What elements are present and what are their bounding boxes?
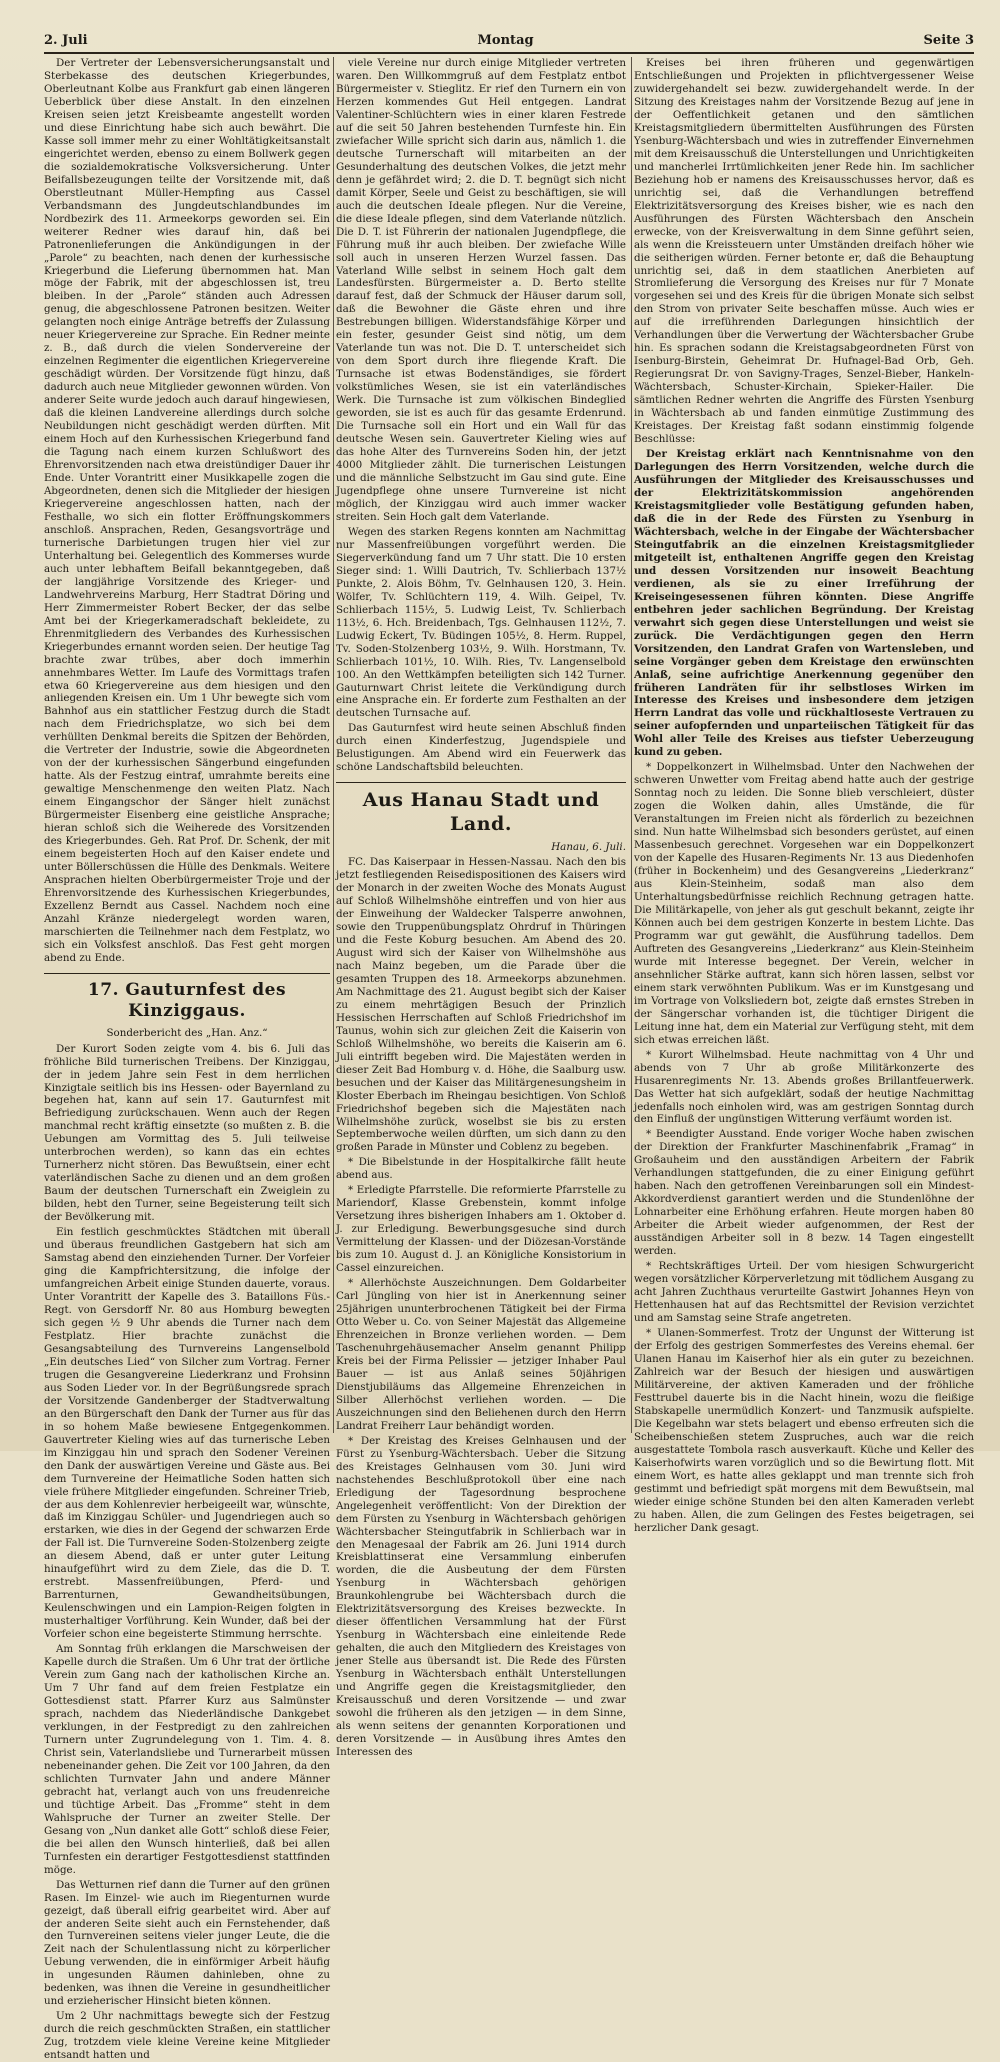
news-item: * Beendigter Ausstand. Ende voriger Woche haben zwischen der Direktion der Frankfurter Maschinenfabrik „Framag“ in Großauheim und den ausständigen Arbeitern der Fabrik Verhandlungen stattgefunden, die zu einer Einigung geführt haben. Nach den getroffenen Vereinbarungen soll ein Mindest-Akkordverdienst garantiert werden und die Stundenlöhne der Lohnarbeiter eine Erhöhung erfahren. Heute morgen haben 80 Arbeiter die Arbeit wieder aufgenommen, der Rest der ausständigen Arbeiter soll in 8 bezw. 14 Tagen eingestellt werden. — [634, 1128, 974, 1258]
resolution-text: Der Kreistag erklärt nach Kenntnisnahme von den Darlegungen des Herrn Vorsitzenden, welche durch die Ausführungen der Mitglieder des Kreisausschusses und der Elektrizitätskommission angehörenden Kreistagsmitglieder volle Bestätigung gefunden haben, daß die in der Rede des Fürsten zu Ysenburg in Wächtersbach, welche in der Eingabe der Wächtersbacher Steingutfabrik an die einzelnen Kreistagsmitglieder mitgeteilt ist, enthaltenen Angriffe gegen den Kreistag und dessen Vorsitzenden nur insoweit Beachtung verdienen, als sie zu einer Irreführung der Kreiseingesessenen führen könnten. Diese Angriffe entbehren jeder sachlichen Begründung. Der Kreistag verwahrt sich gegen diese Unterstellungen und weist sie zurück. Die Verdächtigungen gegen den Herrn Vorsitzenden, den Landrat Grafen von Wartensleben, und seine Vorgänger geben dem Kreistage den erwünschten Anlaß, seine aufrichtige Anerkennung gegenüber den früheren Landräten für ihr selbstloses Wirken im Interesse des Kreises und insbesondere dem jetzigen Herrn Landrat das volle und rückhaltloseste Vertrauen zu seiner aufopfernden und unparteiischen Tätigkeit für das Wohl aller Teile des Kreises aus tiefster Ueberzeugung kund zu geben. — [634, 448, 974, 759]
article-paragraph: Das Wetturnen rief dann die Turner auf den grünen Rasen. Im Einzel- wie auch im Riegenturnen wurde gezeigt, daß überall eifrig gearbeitet wird. Aber auf der anderen Seite sieht auch ein Fernstehender, daß den Turnvereinen seitens vieler junger Leute, die die Zeit nach der Schulentlassung nicht zu körperlicher Uebung verwenden, die in einförmiger Arbeit häufig in ungesunden Räumen dahinleben, ohne zu bedenken, was ihnen die Vereine in gesundheitlicher und erzieherischer Hinsicht bieten können. — [44, 1878, 330, 2008]
header-page-number: Seite 3 — [923, 32, 974, 48]
dateline: Hanau, 6. Juli. — [551, 841, 626, 854]
article-paragraph: Der Kurort Soden zeigte vom 4. bis 6. Juli das fröhliche Bild turnerischen Treibens. Der Kinziggau, der in jedem Jahre sein Fest in dem herrlichen Kinzigtale seitlich bis ins Hessen- oder Bayernland zu begehen hat, kann auf sein 17. Gauturnfest mit Befriedigung zurückschauen. Wenn auch der Regen manchmal recht kräftig einsetzte (so mußten z. B. die Uebungen am Vormittag des 5. Juli teilweise unterbrochen werden), so kann das ein echtes Turnerherz nicht stören. Das Bewußtsein, einer echt vaterländischen Sache zu dienen und an dem großen Baum der deutschen Turnerschaft ein Zweiglein zu bilden, hebt den Turner, seine Begeisterung teilt sich der Bevölkerung mit. — [44, 1042, 330, 1224]
article-paragraph: Der Vertreter der Lebensversicherungsanstalt und Sterbekasse des deutschen Kriegerbundes, Oberleutnant Kolbe aus Frankfurt gab einen längeren Ueberblick über diese Anstalt. In den einzelnen Kreisen seien jetzt Kreisbeamte angestellt worden und diese Einrichtung habe sich auch bewährt. Die Kasse soll immer mehr zu einer Wohltätigkeitsanstalt eingerichtet werden, ebenso zu einem Bollwerk gegen die sozialdemokratische Volksversicherung. Unter Beifallsbezeugungen teilte der Vorsitzende mit, daß Oberstleutnant Müller-Hempfing aus Cassel Verbandsmann des Jungdeutschlandbundes im Nordbezirk des 11. Armeekorps geworden sei. Ein weiterer Redner wies darauf hin, daß bei Patronenlieferungen die Ankündigungen in der „Parole“ zu beachten, nach denen der kurhessische Kriegerbund die Lieferung übernommen hat. Man möge der Fabrik, mit der abgeschlossen ist, treu bleiben. In der „Parole“ ständen auch Adressen genug, die abgeschlossene Patronen besitzen. Weiter gelangten noch einige Anträge betreffs der Zulassung neuer Kriegervereine zur Sprache. Ein Redner meinte z. B., daß durch die vielen Sondervereine der einzelnen Regimenter die eigentlichen Kriegervereine geschädigt würden. Der Vorsitzende fügt hinzu, daß dadurch auch neue Mitglieder gewonnen würden. Von anderer Seite wurde jedoch auch darauf hingewiesen, daß die kleinen Landvereine allerdings durch solche Neubildungen nicht geschädigt werden dürften. Mit einem Hoch auf den Kurhessischen Kriegerbund fand die Tagung nach einem kurzen Schlußwort des Ehrenvorsitzenden nach etwa dreistündiger Dauer ihr Ende. Unter Vorantritt einer Musikkapelle zogen die Abgeordneten, denen sich die Mitglieder der hiesigen Kriegervereine angeschlossen hatten, nach der Festhalle, wo sich ein flotter Eröffnungskommers anschloß. Ansprachen, Reden, Gesangsvorträge und turnerische Darbietungen trugen hier viel zur Unterhaltung bei. Gelegentlich des Kommerses wurde auch unter lebhaftem Beifall bekanntgegeben, daß der langjährige Vorsitzende des Krieger- und Landwehrvereins Marburg, Herr Stadtrat Döring und Herr Zimmermeister Robert Becker, der das selbe Amt bei der Kriegerkameradschaft bekleidete, zu Ehrenmitgliedern des Verbandes des Kurhessischen Kriegerbundes ernannt worden seien. Der heutige Tag brachte zwar trübes, aber doch immerhin annehmbares Wetter. Im Laufe des Vormittags trafen etwa 60 Kriegervereine aus dem hiesigen und den anliegenden Kreisen ein. Um 1 Uhr bewegte sich vom Bahnhof aus ein stattlicher Festzug durch die Stadt nach dem Friedrichsplatze, wo sich bei dem verhüllten Denkmal bereits die Spitzen der Behörden, die Vertreter der Industrie, sowie die Abgeordneten von der der kurhessischen Sängerbund eingefunden hatte. Als der Festzug eintraf, umrahmte bereits eine gewaltige Menschenmenge den weiten Platz. Nach einem Eingangschor der Sänger hielt zunächst Bürgermeister Eisenberg eine geistliche Ansprache; hieran schloß sich die Weiherede des Vorsitzenden des Kriegerbundes. Geh. Rat Prof. Dr. Schenk, der mit einem begeisterten Hoch auf den Kaiser endete und unter Böllerschüssen die Hülle des Denkmals. Weitere Ansprachen hielten Oberbürgermeister Troje und der Ehrenvorsitzende des Kurhessischen Kriegerbundes, Exzellenz Berndt aus Cassel. Nachdem noch eine Anzahl Kränze niedergelegt worden waren, marschierten die Teilnehmer nach dem Festplatz, wo sich ein Volksfest anschloß. Das Fest geht morgen abend zu Ende. — [44, 57, 330, 964]
article-paragraph: Am Sonntag früh erklangen die Marschweisen der Kapelle durch die Straßen. Um 6 Uhr trat der örtliche Verein zum Gang nach der katholischen Kirche an. Um 7 Uhr fand auf dem freien Festplatze ein Gottesdienst statt. Pfarrer Kurz aus Salmünster sprach, nachdem das Niederländische Dankgebet verklungen, in der Festpredigt zu den zahlreichen Turnern unter Zugrundelegung von 1. Tim. 4. 8. Christ sein, Vaterlandsliebe und Turnerarbeit müssen nebeneinander gehen. Die Zeit vor 100 Jahren, da den schlichten Turnvater Jahn und andere Männer gebracht hat, verlangt auch von uns freudenreiche und tüchtige Arbeit. Das „Fromme“ steht in dem Wahlspruche der Turner an zweiter Stelle. Der Gesang von „Nun danket alle Gott“ schloß diese Feier, die bei allen den Wunsch hinterließ, daß bei allen Turnfesten ein derartiger Festgottesdienst stattfinden möge. — [44, 1643, 330, 1876]
header-weekday: Montag — [477, 32, 534, 48]
article-paragraph: Ein festlich geschmücktes Städtchen mit überall und überaus freundlichen Gastgebern hat sich am Samstag abend den einziehenden Turner. Der Vorfeier ging die Kampfrichtersitzung, die infolge der umfangreichen Arbeit einige Stunden dauerte, voraus. Unter Vorantritt der Kapelle des 3. Bataillons Füs.-Regt. von Gersdorff Nr. 80 aus Homburg bewegten sich gegen ½ 9 Uhr abends die Turner nach dem Festplatz. Hier brachte zunächst die Gesangsabteilung des Turnvereins Langenselbold „Ein deutsches Lied“ von Silcher zum Vortrag. Ferner trugen die Gesangvereine Liederkranz und Frohsinn aus Soden Lieder vor. In der Begrüßungsrede sprach der Vorsitzende Gandenberger der Stadtverwaltung an den Bürgerschaft den Dank der Turner aus für das in so hohem Maße bewiesene Entgegenkommen. Gauvertreter Kieling wies auf das turnerische Leben im Kinziggau hin und sprach den Sodener Vereinen den Dank der auswärtigen Vereine und Gäste aus. Bei dem Turnvereine der Heimatliche Soden hatten sich viele frühere Mitglieder eingefunden. Schreiner Trieb, der aus dem Kohlenrevier herbeigeeilt war, wünschte, daß im Kinziggau Schüler- und Jugendriegen auch so erstarken, wie dies in der Gegend der schwarzen Erde der Fall ist. Die Turnvereine Soden-Stolzenberg zeigte an diesem Abend, daß er unter guter Leitung hinaufgeführt wird zu dem Ziele, das die D. T. erstrebt. Massenfreiübungen, Pferd- und Barrenturnen, Gewandheitsübungen, Keulenschwingen und ein Lampion-Reigen folgten in musterhaltiger Vorführung. Kein Wunder, daß bei der Vorfeier schon eine begeisterte Stimmung herrschte. — [44, 1226, 330, 1641]
column-divider — [631, 57, 632, 1433]
news-item: * Der Kreistag des Kreises Gelnhausen und der Fürst zu Ysenburg-Wächtersbach. Ueber die Sitzung des Kreistages Gelnhausen vom 30. Juni wird nachstehendes Beschlußprotokoll über eine nach Erledigung der Tagesordnung besprochene Angelegenheit veröffentlicht: Von der Direktion der dem Fürsten zu Ysenburg in Wächtersbach gehörigen Wächtersbacher Steingutfabrik in Schlierbach war in den Menagesaal der Fabrik am 26. Juni 1914 durch Kreisblattinserat eine Versammlung einberufen worden, die die Ausbeutung der dem Fürsten Ysenburg in Wächtersbach gehörigen Braunkohlengrube bei Wächtersbach durch die Elektrizitätsversorgung des Kreises bezweckte. In dieser öffentlichen Versammlung hat der Fürst Ysenburg in Wächtersbach eine einleitende Rede gehalten, die auch den Mitgliedern des Kreistages von jener Stelle aus übersandt ist. Die Rede des Fürsten Ysenburg in Wächtersbach enthält Unterstellungen und Angriffe gegen die Kreistagsmitglieder, den Kreisausschuß und deren Vorsitzende — und zwar sowohl die früheren als den jetzigen — in dem Sinne, als wenn seitens der genannten Korporationen und deren Vorsitzende — in Ausübung ihres Amtes den Interessen des — [336, 1434, 626, 1758]
news-item: * Ulanen-Sommerfest. Trotz der Ungunst der Witterung ist der Erfolg des gestrigen Sommerfestes des Vereins ehemal. 6er Ulanen Hanau im Kaiserhof hier als ein guter zu bezeichnen. Zahlreich war der Besuch der hiesigen und auswärtigen Militärvereine, der aktiven Kameraden und der fröhliche Festtrubel dauerte bis in die Nacht hinein, wozu die fleißige Stabskapelle unermüdlich Konzert- und Tanzmusik aufspielte. Die Kegelbahn war stets belagert und ebenso erfreuten sich die Scheibenschießen stetem Zuspruches, auch war die reich ausgestattete Tombola rasch ausverkauft. Küche und Keller des Kaiserhofwirts waren vorzüglich und so die Bewirtung flott. Mit einem Wort, es hatte alles geklappt und man trennte sich froh gestimmt und befriedigt spät morgens mit dem Bewußtsein, mal wieder einige schöne Stunden bei den alten Kameraden verlebt zu haben. Allen, die zum Gelingen des Festes beigetragen, sei herzlicher Dank gesagt. — [634, 1326, 974, 1534]
news-item: * Doppelkonzert in Wilhelmsbad. Unter den Nachwehen der schweren Unwetter vom Freitag abend hatte auch der gestrige Sonntag noch zu leiden. Die Sonne blieb verschleiert, düster zogen die Wolken dahin, alles Umstände, die für Veranstaltungen im Freien nicht als förderlich zu bezeichnen sind. Nun hatte Wilhelmsbad sich besonders gerüstet, auf einen Massenbesuch gerechnet. Vorgesehen war ein Doppelkonzert von der Kapelle des Husaren-Regiments Nr. 13 aus Diedenhofen (früher in Bockenheim) und des Gesangvereins „Liederkranz“ aus Klein-Steinheim, sodaß man also dem Unterhaltungsbedürfnisse reichlich Rechnung getragen hatte. Die Militärkapelle, von jeher als gut geschult bekannt, zeigte ihr Können auch bei dem gestrigen Konzerte in bestem Lichte. Das Programm war gut gewählt, die Ausführung tadellos. Dem Auftreten des Gesangvereins „Liederkranz“ aus Klein-Steinheim wurde mit Interesse begegnet. Der Verein, welcher in ansehnlicher Stärke auftrat, kann sich hören lassen, selbst vor einem stark verwöhnten Publikum. Was er im Kunstgesang und im Vortrage von Volksliedern bot, zeigte daß ernstes Streben in der Sängerschar vorhanden ist, die tüchtiger Dirigent die Leitung inne hat, dem ein Material zur Verfügung steht, mit dem sich etwas erreichen läßt. — [634, 761, 974, 1046]
header-date: 2. Juli — [44, 32, 88, 48]
section-rule — [44, 973, 330, 974]
article-paragraph: Das Gauturnfest wird heute seinen Abschluß finden durch einen Kinderfestzug, Jugendspiele und Belustigungen. Am Abend wird ein Feuerwerk das schöne Landschaftsbild beleuchten. — [336, 722, 626, 774]
column-divider — [333, 57, 334, 1433]
news-item: Kreises bei ihren früheren und gegenwärtigen Entschließungen und Projekten in pflichtvergessener Weise zuwidergehandelt sei bezw. zuwidergehandelt werde. In der Sitzung des Kreistages nahm der Vorsitzende Bezug auf jene in der Oeffentlichkeit getanen und den sämtlichen Kreistagsmitgliedern übermittelten Ausführungen des Fürsten Ysenburg-Wächtersbach und wies in zutreffender Einvernehmen mit dem Kreisausschuß die Unterstellungen und Unrichtigkeiten und mancherlei Irrtümlichkeiten jener Rede hin. Im sachlicher Beziehung hob er namens des Kreisausschusses hervor, daß es unrichtig sei, daß die Verhandlungen betreffend Elektrizitätsversorgung des Kreises bisher, wie es nach den Ausführungen des Fürsten Wächtersbach den Anschein erwecke, von der Kreisverwaltung in dem Sinne geführt seien, als wenn die Kreissteuern unter Umständen dreifach höher wie die seitherigen würden. Ferner betonte er, daß die Behauptung unrichtig sei, daß in dem staatlichen Anerbieten auf Stromlieferung die Versorgung des Kreises nur für 7 Monate vorgesehen sei und des Kreis für die übrigen Monate sich selbst den Strom von privater Seite beschaffen müsse. Auch wies er auf die irreführenden Darlegungen hinsichtlich der Verhandlungen über die Verwertung der Wächtersbacher Grube hin. Es sprachen sodann die Kreistagsabgeordneten Fürst von Isenburg-Birstein, Geheimrat Dr. Hufnagel-Bad Orb, Geh. Regierungsrat Dr. von Savigny-Trages, Senzel-Bieber, Hankeln-Wächtersbach, Schuster-Kirchain, Spieker-Hailer. Die sämtlichen Redner wehrten die Angriffe des Fürsten Ysenburg in Wächtersbach ab und fanden einmütige Zustimmung des Kreistages. Der Kreistag faßt sodann einstimmig folgende Beschlüsse: — [634, 57, 974, 446]
article-paragraph: Wegen des starken Regens konnten am Nachmittag nur Massenfreiübungen vorgeführt werden. Die Siegerverkündung fand um 7 Uhr statt. Die 10 ersten Sieger sind: 1. Willi Dautrich, Tv. Schlierbach 137½ Punkte, 2. Alois Böhm, Tv. Gelnhausen 120, 3. Hein. Wölfer, Tv. Schlüchtern 119, 4. Wilh. Geipel, Tv. Schlierbach 115½, 5. Ludwig Leist, Tv. Schlierbach 113½, 6. Hch. Breidenbach, Tgs. Gelnhausen 112½, 7. Ludwig Eckert, Tv. Büdingen 105½, 8. Herm. Ruppel, Tv. Soden-Stolzenberg 103½, 9. Wilh. Horstmann, Tv. Schlierbach 101½, 10. Wilh. Ries, Tv. Langenselbold 100. An den Wettkämpfen beteiligten sich 142 Turner. Gauturnwart Christ leitete die Verkündigung durch eine Ansprache ein. Er forderte zum Festhalten an der deutschen Turnsache auf. — [336, 525, 626, 720]
section-title-hanau: Aus Hanau Stadt und Land. — [362, 789, 600, 836]
news-item: * Kurort Wilhelmsbad. Heute nachmittag von 4 Uhr und abends von 7 Uhr ab große Militärkonzerte des Husarenregiments Nr. 13. Abends großes Brillantfeuerwerk. Das Wetter hat sich aufgeklärt, sodaß der heutige Nachmittag jedenfalls noch einholen wird, was am gestrigen Sonntag durch den Einfluß der ungünstigen Witterung verfäumt worden ist. — [634, 1048, 974, 1126]
news-item: * Die Bibelstunde in der Hospitalkirche fällt heute abend aus. — [336, 1156, 626, 1182]
news-item: FC. Das Kaiserpaar in Hessen-Nassau. Nach den bis jetzt festliegenden Reisedispositionen des Kaisers wird der Monarch in der zweiten Woche des Monats August auf Schloß Wilhelmshöhe eintreffen und von hier aus der Einweihung der Waldecker Talsperre anwohnen, sowie den Truppenübungsplatz Ohrdruf in Thüringen und die Feste Koburg besuchen. Am Abend des 20. August wird sich der Kaiser von Wilhelmshöhe aus nach Mainz begeben, um die Parade über die gesamten Truppen des 18. Armeekorps abzunehmen. Am Nachmittage des 21. August begibt sich der Kaiser zu einem mehrtägigen Besuch der Prinzlich Hessischen Herrschaften auf Schloß Friedrichshof im Taunus, wohin sich zur gleichen Zeit die Kaiserin von Schloß Wilhelmshöhe, wo bereits die Kaiserin am 6. Juli eintrifft begeben wird. Die Majestäten werden in dieser Zeit Bad Homburg v. d. Höhe, die Saalburg usw. besuchen und der Kaiser das Militärgenesungsheim in Kloster Eberbach im Rheingau besichtigen. Von Schloß Friedrichshof begeben sich die Majestäten nach Wilhelmshöhe zurück, woselbst sie bis zu ersten Septemberwoche weilen dürften, um sich dann zu den großen Parade in Münster und Coblenz zu begeben. — [336, 856, 626, 1154]
news-item: * Erledigte Pfarrstelle. Die reformierte Pfarrstelle zu Mariendorf, Klasse Grebenstein, kommt infolge Versetzung ihres bisherigen Inhabers am 1. Oktober d. J. zur Erledigung. Bewerbungsgesuche sind durch Vermittelung der Klassen- und der Diözesan-Vorstände bis zum 10. August d. J. an Königliche Konsistorium in Cassel einzureichen. — [336, 1184, 626, 1275]
article-subtitle: Sonderbericht des „Han. Anz.“ — [106, 1026, 268, 1039]
article-paragraph: Um 2 Uhr nachmittags bewegte sich der Festzug durch die reich geschmückten Straßen, ein stattlicher Zug, trotzdem viele kleine Vereine keine Mitglieder entsandt hatten und — [44, 2010, 330, 2062]
page-header — [44, 30, 974, 50]
news-item: * Rechtskräftiges Urteil. Der vom hiesigen Schwurgericht wegen vorsätzlicher Körperverletzung mit tödlichem Ausgang zu acht Jahren Zuchthaus verurteilte Gastwirt Johannes Heyn von Hettenhausen hat auf das Rechtsmittel der Revision verzichtet und am Samstag seine Strafe angetreten. — [634, 1260, 974, 1324]
column-2 — [336, 57, 626, 1758]
article-title-gauturnfest: 17. Gauturnfest des Kinziggaus. — [87, 979, 287, 1022]
news-item: * Allerhöchste Auszeichnungen. Dem Goldarbeiter Carl Jüngling von hier ist in Anerkennung seiner 25jährigen ununterbrochenen Tätigkeit bei der Firma Otto Weber u. Co. von Seiner Majestät das Allgemeine Ehrenzeichen in Bronze verliehen worden. — Dem Taschenuhrgehäusemacher Anselm genannt Philipp Kreis bei der Firma Pelissier — jetziger Inhaber Paul Bauer — ist aus Anlaß seines 50jährigen Dienstjubiläums das Allgemeine Ehrenzeichen in Silber Allerhöchst verliehen worden. — Die Auszeichnungen sind den Beliehenen durch den Herrn Landrat Freiherr Laur behändigt worden. — [336, 1277, 626, 1432]
header-rule — [44, 52, 974, 54]
column-1 — [44, 57, 330, 2062]
section-rule — [336, 782, 626, 783]
article-paragraph: viele Vereine nur durch einige Mitglieder vertreten waren. Den Willkommgruß auf dem Festplatz entbot Bürgermeister v. Stieglitz. Er rief den Turnern ein von Herzen kommendes Gut Heil entgegen. Landrat Valentiner-Schlüchtern wies in einer klaren Festrede auf die seit 50 Jahren bestehenden Turnfeste hin. Ein zwiefacher Wille spricht sich darin aus, nämlich 1. die deutsche Turnerschaft will mitarbeiten an der Gesunderhaltung des deutschen Volkes, die jetzt mehr denn je gefährdet wird; 2. die D. T. begnügt sich nicht damit Körper, Seele und Geist zu beschäftigen, sie will auch die deutschen Ideale pflegen. Nur die Vereine, die diese Ideale pflegen, sind dem Vaterlande nützlich. Die D. T. ist Führerin der nationalen Jugendpflege, die Führung muß ihr auch bleiben. Der zwiefache Wille soll auch in unseren Herzen Wurzel fassen. Das Vaterland Wille selbst in seinem Hoch galt dem Landesfürsten. Bürgermeister a. D. Berto stellte darauf fest, daß der Schmuck der Häuser darum soll, daß die Bewohner die Gäste ehren und ihre Bestrebungen billigen. Widerstandsfähige Körper und ein fester, gesunder Geist sind nötig, um dem Vaterlande tun was not. Die D. T. unterscheidet sich von dem Sport durch ihre fliegende Kraft. Die Turnsache ist etwas Bodenständiges, sie fördert volkstümliches Wesen, sie ist ein vaterländisches Werk. Die Turnsache ist zum völkischen Bindeglied geworden, sie ist es auch für das gesamte Erdenrund. Die Turnsache soll ein Hort und ein Wall für das deutsche Wesen sein. Gauvertreter Kieling wies auf das hohe Alter des Turnvereins Soden hin, der jetzt 4000 Mitglieder zählt. Die turnerischen Leistungen und die männliche Selbstzucht im Gau sind gute. Eine Jugendpflege ohne unsere Turnvereine ist nicht möglich, der Kinziggau wird auch immer wacker streiten. Sein Hoch galt dem Vaterlande. — [336, 57, 626, 523]
column-3 — [634, 57, 974, 1534]
